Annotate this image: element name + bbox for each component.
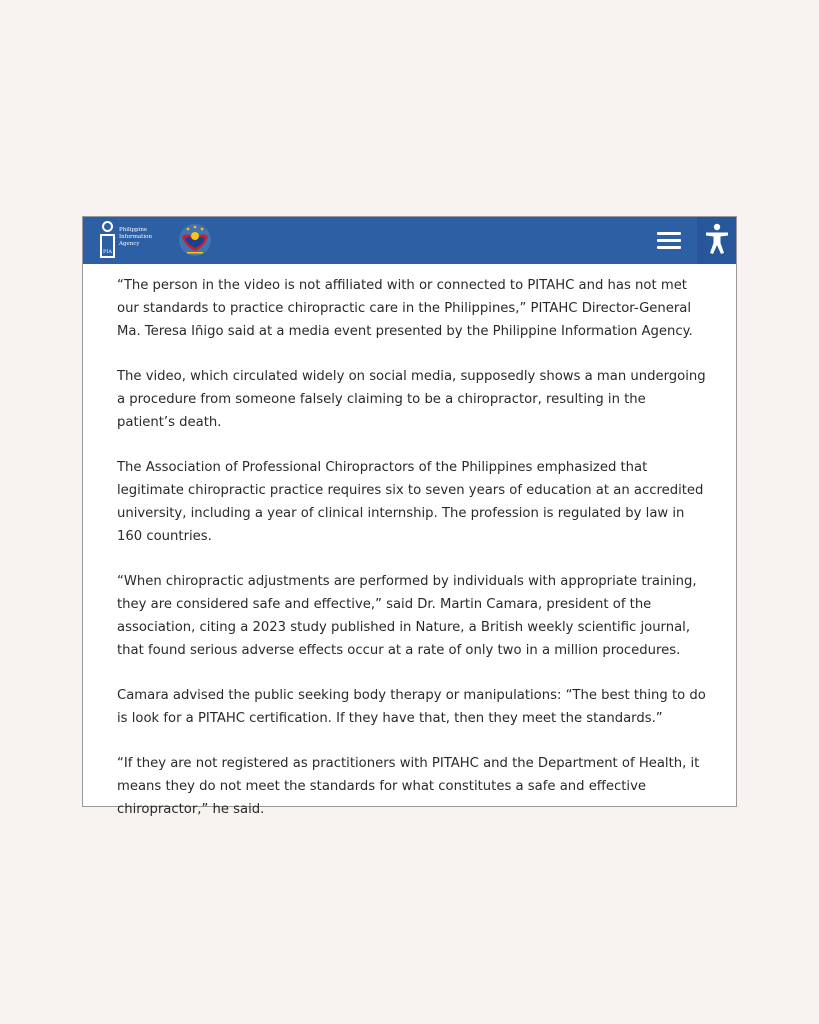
paragraph-5: Camara advised the public seeking body therapy or manipulations: “The best thing to do is look for a PITAHC certification. If they have that, then they meet the standards.” — [117, 688, 706, 726]
pia-logo-icon[interactable] — [99, 221, 157, 261]
paragraph-4: “When chiropractic adjustments are performed by individuals with appropriate training, they are considered safe and effective,” said Dr. Martin Camara, president of the association, citing a 2023 study published in Nature, a British weekly scientific journal, that found serious adverse effects occur at a rate of only two in a million procedures. — [117, 574, 697, 658]
article-body — [117, 274, 707, 843]
pia-stem — [100, 234, 115, 258]
hamburger-menu-icon[interactable] — [651, 225, 687, 257]
accessibility-icon — [697, 217, 736, 264]
paragraph-2: The video, which circulated widely on social media, supposedly shows a man undergoing a procedure from someone falsely claiming to be a chiropractor, resulting in the patient’s death. — [117, 369, 706, 430]
pia-i-mark — [99, 221, 117, 261]
paragraph-6: “If they are not registered as practitioners with PITAHC and the Department of Health, it means they do not meet the standards for what constitutes a safe and effective chiropractor,” he said. — [117, 756, 700, 817]
pia-dot — [102, 221, 113, 232]
menu-bar-bottom — [657, 246, 681, 249]
article-card — [82, 216, 737, 817]
site-header — [83, 217, 736, 264]
menu-bar-middle — [657, 239, 681, 242]
paragraph-1: “The person in the video is not affiliated with or connected to PITAHC and has not met our standards to practice chiropractic care in the Philippines,” PITAHC Director-General Ma. Teresa Iñigo said at a media event presented by the Philippine Information Agency. — [117, 278, 693, 339]
pia-logo-text: Philippine Information Agency — [119, 227, 153, 247]
pia-abbr: PIA — [103, 249, 112, 255]
menu-bar-top — [657, 232, 681, 235]
paragraph-3: The Association of Professional Chiropractors of the Philippines emphasized that legitimate chiropractic practice requires six to seven years of education at an accredited university, including a year of clinical internship. The profession is regulated by law in 160 countries. — [117, 460, 704, 544]
bagong-pilipinas-logo-icon[interactable] — [178, 223, 212, 257]
accessibility-button[interactable] — [697, 217, 736, 264]
